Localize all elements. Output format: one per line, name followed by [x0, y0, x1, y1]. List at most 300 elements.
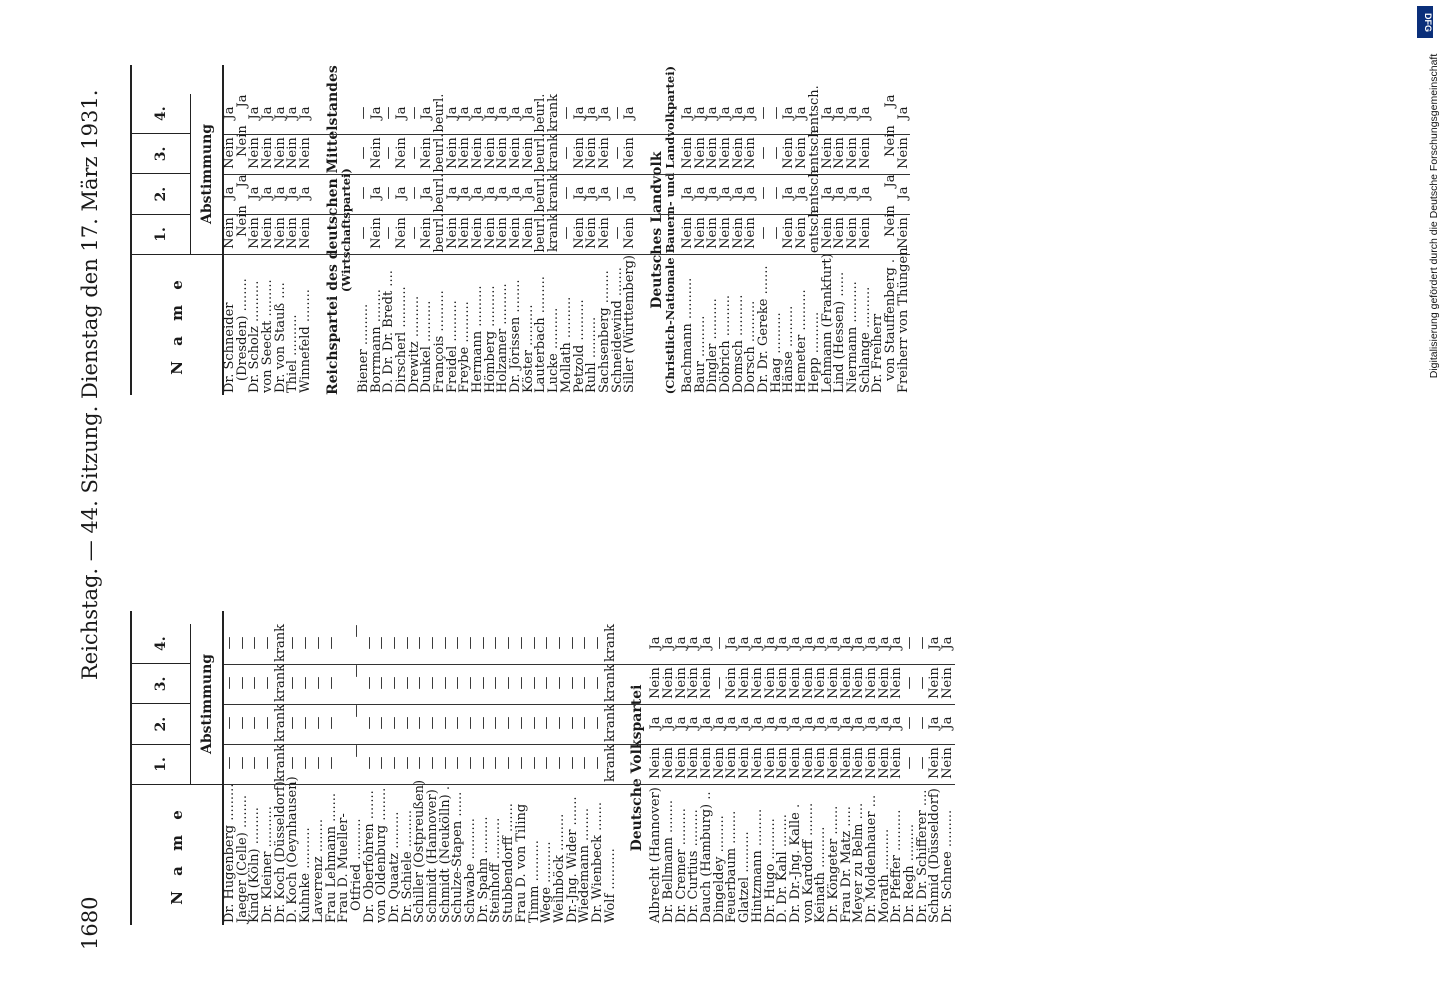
- member-row: [624, 65, 637, 395]
- member-name: Lucke ..........: [546, 307, 562, 393]
- vote-2-cell: beurl.: [431, 173, 447, 213]
- vote-4-cell: —: [564, 636, 580, 650]
- vote-1-cell: Nein: [444, 217, 460, 249]
- vote-3-cell: Nein: [800, 667, 816, 699]
- vote-2-cell: Ja: [692, 186, 708, 200]
- vote-table-left: [130, 611, 955, 925]
- vote-1-cell: Nein: [234, 205, 250, 237]
- vote-3-cell: Nein: [247, 137, 263, 169]
- vote-4-cell: Ja: [520, 106, 536, 120]
- vote-3-cell: Nein: [813, 667, 829, 699]
- member-name: Dr. Regh .........: [902, 824, 918, 923]
- vote-1-cell: —: [425, 756, 440, 770]
- vote-1-cell: Nein: [520, 217, 536, 249]
- vote-4-cell: Ja: [596, 106, 612, 120]
- vote-4-cell: krank: [602, 623, 618, 663]
- member-name: D. Dr. Kahl ........: [775, 814, 791, 923]
- party-name: Deutsche Volkspartei: [629, 684, 646, 852]
- member-name: Dingler ..........: [705, 298, 721, 393]
- vote-1-cell: —: [558, 226, 574, 240]
- vote-4-cell: —: [260, 636, 276, 650]
- vote-1-cell: Nein: [730, 217, 746, 249]
- vote-2-cell: —: [589, 716, 605, 730]
- vote-2-cell: Ja: [889, 716, 905, 730]
- vote-4-cell: Ja: [787, 636, 803, 650]
- table-header-left: [130, 611, 224, 925]
- vote-2-cell: —: [298, 716, 314, 730]
- vote-1-cell: —: [526, 756, 542, 770]
- vote-1-cell: Nein: [825, 747, 841, 779]
- vote-1-cell: Nein: [813, 747, 829, 779]
- vote-2-cell: Ja: [775, 716, 791, 730]
- vote-2-cell: —: [310, 716, 326, 730]
- vote-1-cell: —: [475, 756, 491, 770]
- vote-4-cell: —: [355, 106, 371, 120]
- vote-4-cell: Ja: [895, 106, 911, 120]
- vote-2-cell: krank: [272, 703, 288, 743]
- vote-1-cell: —: [902, 756, 918, 770]
- vote-2-cell: Ja: [699, 716, 715, 730]
- vote-1-cell: Nein: [285, 217, 301, 249]
- vote-2-cell: —: [355, 186, 371, 200]
- vote-2-cell: Ja: [787, 716, 803, 730]
- vote-3-cell: Nein: [838, 667, 854, 699]
- member-name: Hermann ..........: [470, 285, 485, 393]
- member-name: Dr. Moldenhauer ...: [864, 794, 879, 923]
- vote-4-cell: Ja: [762, 636, 778, 650]
- vote-2-cell: —: [285, 716, 301, 730]
- vote-1-cell: Nein: [832, 217, 848, 249]
- member-name: Dorsch ..........: [743, 300, 759, 393]
- vote-2-cell: Ja: [876, 716, 892, 730]
- vote-2-cell: —: [247, 716, 263, 730]
- member-name: Dr. Kleiner ..........: [260, 806, 276, 923]
- vote-3-cell: —: [348, 664, 364, 678]
- vote-2-cell: Ja: [705, 186, 721, 200]
- vote-4-cell: Ja: [234, 94, 250, 108]
- member-name: Holzamer ..........: [495, 283, 511, 393]
- member-name: Dingeldey .........: [711, 815, 727, 923]
- member-name: Hänse ..........: [781, 305, 797, 393]
- vote-2-cell: Ja: [940, 716, 956, 730]
- member-name: Morath ..........: [876, 828, 892, 923]
- vote-1-cell: Nein: [927, 747, 943, 779]
- member-name: François ..........: [431, 290, 447, 393]
- vote-3-cell: —: [475, 676, 491, 690]
- vote-3-cell: —: [386, 676, 402, 690]
- member-name: Dr. Spahn .........: [475, 816, 491, 923]
- vote-3-cell: —: [260, 676, 276, 690]
- vote-4-cell: Ja: [368, 106, 384, 120]
- vote-3-cell: Nein: [596, 137, 612, 169]
- vote-2-cell: Ja: [596, 186, 612, 200]
- vote-2-cell: —: [399, 716, 415, 730]
- vote-2-cell: Ja: [457, 186, 473, 200]
- vote-3-cell: Nein: [844, 137, 860, 169]
- vote-4-cell: Ja: [889, 636, 905, 650]
- vote-4-cell: Ja: [679, 106, 695, 120]
- vote-1-cell: Nein: [260, 217, 276, 249]
- vote-3-cell: Nein: [730, 137, 746, 169]
- vote-2-cell: Ja: [844, 186, 860, 200]
- vote-1-cell: Nein: [686, 747, 702, 779]
- vote-2-cell: —: [609, 186, 625, 200]
- vote-3-cell: Nein: [444, 137, 460, 169]
- vote-3-cell: —: [425, 676, 440, 690]
- vote-1-cell: —: [577, 756, 593, 770]
- vote-2-cell: Ja: [444, 186, 460, 200]
- vote-4-cell: —: [425, 636, 440, 650]
- member-name: Timm ..........: [526, 840, 542, 923]
- vote-3-cell: Nein: [762, 667, 778, 699]
- vote-3-cell: Nein: [718, 137, 733, 169]
- vote-3-cell: Nein: [889, 667, 905, 699]
- vote-4-cell: krank: [272, 623, 288, 663]
- member-name: Drewitz ..........: [406, 295, 422, 393]
- vote-1-cell: —: [756, 226, 772, 240]
- member-name: von Stauffenberg .: [882, 258, 898, 381]
- vote-2-cell: Ja: [393, 186, 409, 200]
- vote-4-cell: Ja: [508, 106, 524, 120]
- member-name: Sachsenberg ........: [596, 270, 612, 393]
- vote-3-cell: —: [914, 676, 930, 690]
- vote-3-cell: Nein: [825, 667, 841, 699]
- vote-4-cell: Ja: [661, 636, 676, 650]
- vote-4-cell: Ja: [285, 106, 301, 120]
- vote-3-cell: Nein: [895, 137, 911, 169]
- vote-2-cell: Ja: [234, 174, 250, 188]
- vote-2-cell: —: [488, 716, 504, 730]
- vote-number-4: 4.: [132, 94, 190, 134]
- vote-3-cell: Nein: [781, 137, 797, 169]
- vote-3-cell: Nein: [692, 137, 708, 169]
- vote-1-cell: —: [361, 756, 377, 770]
- vote-4-cell: —: [501, 636, 517, 650]
- vote-3-cell: Nein: [648, 667, 664, 699]
- vote-1-cell: Nein: [247, 217, 263, 249]
- vote-4-cell: Ja: [844, 106, 860, 120]
- vote-4-cell: —: [526, 636, 542, 650]
- member-name: Thiel ..........: [285, 314, 301, 393]
- vote-2-cell: —: [902, 716, 918, 730]
- member-name: Schmidt (Neukölln) .: [437, 786, 453, 923]
- vote-2-cell: krank: [602, 703, 618, 743]
- vote-1-cell: Nein: [584, 217, 600, 249]
- vote-1-cell: Nein: [762, 747, 778, 779]
- vote-1-cell: —: [348, 744, 364, 758]
- member-name: Schmidt (Hannover): [425, 789, 440, 923]
- member-name: Schulze-Stapen ......: [450, 791, 466, 923]
- vote-3-cell: Nein: [679, 137, 695, 169]
- vote-4-cell: Ja: [444, 106, 460, 120]
- vote-1-cell: —: [450, 756, 466, 770]
- vote-1-cell: Nein: [495, 217, 511, 249]
- member-row: [300, 65, 313, 395]
- vote-2-cell: entsch.: [806, 165, 822, 213]
- vote-4-cell: —: [406, 106, 422, 120]
- vote-3-cell: Nein: [876, 667, 892, 699]
- vote-4-cell: Ja: [749, 636, 765, 650]
- vote-2-cell: Ja: [222, 186, 237, 200]
- vote-3-cell: krank: [546, 133, 562, 173]
- vote-2-cell: Ja: [673, 716, 689, 730]
- vote-4-cell: Ja: [927, 636, 943, 650]
- vote-1-cell: —: [564, 756, 580, 770]
- vote-4-cell: Ja: [571, 106, 587, 120]
- vote-2-cell: beurl.: [533, 173, 549, 213]
- member-name: von Oldenburg ........: [374, 787, 390, 923]
- vote-2-cell: —: [577, 716, 593, 730]
- vote-1-cell: Nein: [679, 217, 695, 249]
- vote-2-cell: Ja: [648, 716, 664, 730]
- member-name: von Seeckt .........: [260, 279, 276, 393]
- member-name: Dr. Dr. Gereke .......: [756, 265, 772, 393]
- vote-2-cell: Ja: [711, 716, 727, 730]
- vote-4-cell: Ja: [940, 636, 956, 650]
- vote-3-cell: —: [711, 676, 727, 690]
- vote-4-cell: —: [463, 636, 479, 650]
- vote-4-cell: —: [234, 636, 250, 650]
- member-name: Wiedemann ........: [577, 807, 593, 923]
- vote-1-cell: —: [386, 756, 402, 770]
- vote-1-cell: Nein: [737, 747, 753, 779]
- member-name: Schlange ..........: [857, 286, 873, 393]
- vote-3-cell: —: [247, 676, 263, 690]
- vote-4-cell: —: [609, 106, 625, 120]
- table-body-left: [224, 611, 955, 925]
- vote-1-cell: —: [381, 226, 397, 240]
- vote-2-cell: —: [914, 716, 930, 730]
- vote-4-cell: Ja: [724, 636, 740, 650]
- vote-3-cell: —: [310, 676, 326, 690]
- vote-1-cell: —: [513, 756, 529, 770]
- vote-4-cell: Ja: [419, 106, 435, 120]
- table-header-right: [130, 65, 224, 395]
- member-name: Feuerbaum ........: [724, 810, 740, 923]
- member-name: Kuhnke ..........: [298, 827, 314, 923]
- vote-1-cell: —: [551, 756, 567, 770]
- vote-1-cell: Nein: [673, 747, 689, 779]
- member-name: Borrmann ........: [368, 289, 384, 393]
- vote-1-cell: —: [412, 756, 428, 770]
- member-name: Lehmann (Frankfurt): [819, 253, 835, 393]
- vote-3-cell: beurl.: [431, 133, 447, 173]
- vote-2-cell: —: [361, 716, 377, 730]
- vote-4-cell: —: [551, 636, 567, 650]
- member-name: Dr. Bellmann ........: [661, 799, 676, 923]
- party-section-heading: [637, 65, 682, 395]
- vote-2-cell: Ja: [482, 186, 498, 200]
- vote-1-cell: Nein: [889, 747, 905, 779]
- member-name: Jaeger (Celle) ........: [234, 794, 250, 923]
- vote-4-cell: Ja: [825, 636, 841, 650]
- page-title: Reichstag. — 44. Sitzung. Dienstag den 17. März 1931.: [78, 89, 102, 680]
- vote-3-cell: —: [355, 146, 371, 160]
- party-name: Deutsches Landvolk: [648, 151, 665, 309]
- member-name: Döbrich ..........: [718, 294, 733, 393]
- member-name: Dirscherl ..........: [393, 286, 409, 393]
- vote-3-cell: Nein: [882, 125, 898, 157]
- vote-2-cell: Ja: [247, 186, 263, 200]
- vote-1-cell: Nein: [419, 217, 435, 249]
- member-name: Niermann ..........: [844, 281, 860, 393]
- vote-3-cell: —: [298, 676, 314, 690]
- vote-2-cell: —: [425, 716, 440, 730]
- vote-2-cell: Ja: [571, 186, 587, 200]
- vote-4-cell: Ja: [470, 106, 485, 120]
- vote-3-cell: Nein: [661, 667, 676, 699]
- vote-1-cell: Nein: [844, 217, 860, 249]
- name-header: N a m e: [168, 275, 186, 375]
- vote-2-cell: Ja: [832, 186, 848, 200]
- vote-2-cell: Ja: [813, 716, 829, 730]
- member-name: Winnefeld ........: [298, 289, 314, 393]
- vote-4-cell: Ja: [686, 636, 702, 650]
- vote-3-cell: Nein: [520, 137, 536, 169]
- vote-1-cell: Nein: [724, 747, 740, 779]
- vote-4-cell: Ja: [781, 106, 797, 120]
- vote-1-cell: —: [285, 756, 301, 770]
- vote-1-cell: —: [914, 756, 930, 770]
- vote-3-cell: —: [361, 676, 377, 690]
- vote-2-cell: —: [768, 186, 784, 200]
- vote-3-cell: Nein: [495, 137, 511, 169]
- vote-4-cell: —: [756, 106, 772, 120]
- vote-4-cell: Ja: [222, 106, 237, 120]
- vote-3-cell: —: [323, 676, 339, 690]
- vote-4-cell: Ja: [393, 106, 409, 120]
- vote-3-cell: —: [234, 676, 250, 690]
- vote-4-cell: Ja: [705, 106, 721, 120]
- vote-2-cell: Ja: [800, 716, 816, 730]
- vote-4-cell: —: [539, 636, 555, 650]
- vote-3-cell: Nein: [819, 137, 835, 169]
- vote-4-cell: entsch.: [806, 85, 822, 133]
- vote-1-cell: Nein: [571, 217, 587, 249]
- table-body-right: [224, 65, 910, 395]
- vote-3-cell: —: [285, 676, 301, 690]
- member-name: Petzold ..........: [571, 299, 587, 393]
- vote-2-cell: Ja: [825, 716, 841, 730]
- vote-4-cell: —: [399, 636, 415, 650]
- vote-4-cell: Ja: [857, 106, 873, 120]
- vote-1-cell: Nein: [272, 217, 288, 249]
- abstimmung-header: Abstimmung: [198, 653, 215, 755]
- vote-4-cell: —: [285, 636, 301, 650]
- vote-4-cell: Ja: [838, 636, 854, 650]
- vote-4-cell: —: [298, 636, 314, 650]
- vote-2-cell: Ja: [882, 174, 898, 188]
- vote-3-cell: —: [609, 146, 625, 160]
- vote-4-cell: krank: [546, 93, 562, 133]
- vote-number-1: 1.: [153, 227, 169, 242]
- member-name: D. Koch (Oeynhausen): [285, 776, 301, 923]
- vote-3-cell: Nein: [851, 667, 867, 699]
- member-name: (Dresden) ........: [234, 278, 250, 381]
- vote-4-cell: —: [361, 636, 377, 650]
- member-name: Hintzmann .........: [749, 808, 765, 923]
- vote-1-cell: Nein: [787, 747, 803, 779]
- vote-1-cell: Nein: [692, 217, 708, 249]
- member-name: Dunkel ..........: [419, 300, 435, 393]
- vote-3-cell: —: [756, 146, 772, 160]
- vote-2-cell: Ja: [895, 186, 911, 200]
- vote-1-cell: krank: [272, 743, 288, 783]
- vote-1-cell: Nein: [743, 217, 759, 249]
- member-row: [895, 65, 911, 395]
- vote-4-cell: —: [310, 636, 326, 650]
- vote-3-cell: —: [768, 146, 784, 160]
- member-name: Dauch (Hamburg) ..: [699, 791, 715, 923]
- vote-3-cell: —: [488, 676, 504, 690]
- vote-1-cell: —: [399, 756, 415, 770]
- vote-4-cell: Ja: [832, 106, 848, 120]
- vote-2-cell: Ja: [508, 186, 524, 200]
- member-name: Frau D. von Tiling: [513, 803, 529, 923]
- vote-3-cell: Nein: [686, 667, 702, 699]
- vote-1-cell: Nein: [482, 217, 498, 249]
- vote-1-cell: Nein: [705, 217, 721, 249]
- vote-3-cell: Nein: [927, 667, 943, 699]
- vote-4-cell: Ja: [482, 106, 498, 120]
- vote-4-cell: Ja: [718, 106, 733, 120]
- vote-4-cell: —: [475, 636, 491, 650]
- member-name: Lind (Hessen) ......: [832, 271, 848, 393]
- vote-3-cell: Nein: [622, 137, 638, 169]
- member-name: Dr. Jörissen ........: [508, 279, 524, 393]
- vote-2-cell: Ja: [368, 186, 384, 200]
- vote-4-cell: Ja: [794, 106, 810, 120]
- vote-3-cell: Nein: [743, 137, 759, 169]
- member-name: Freybe ..........: [457, 301, 473, 393]
- vote-1-cell: —: [589, 756, 605, 770]
- vote-2-cell: —: [564, 716, 580, 730]
- vote-1-cell: Nein: [298, 217, 314, 249]
- member-name: Albrecht (Hannover): [648, 787, 664, 923]
- vote-3-cell: Nein: [787, 667, 803, 699]
- vote-4-cell: —: [412, 636, 428, 650]
- vote-4-cell: Ja: [692, 106, 708, 120]
- vote-4-cell: Ja: [775, 636, 791, 650]
- vote-3-cell: Nein: [272, 137, 288, 169]
- vote-4-cell: —: [577, 636, 593, 650]
- vote-3-cell: —: [589, 676, 605, 690]
- vote-1-cell: —: [260, 756, 276, 770]
- vote-4-cell: Ja: [864, 636, 879, 650]
- vote-3-cell: entsch.: [806, 125, 822, 173]
- vote-1-cell: krank: [546, 213, 562, 253]
- vote-2-cell: Ja: [762, 716, 778, 730]
- vote-1-cell: —: [222, 756, 237, 770]
- vote-4-cell: Ja: [622, 106, 638, 120]
- vote-2-cell: Ja: [819, 186, 835, 200]
- vote-3-cell: —: [222, 676, 237, 690]
- column-rule: [224, 704, 955, 705]
- vote-2-cell: Ja: [679, 186, 695, 200]
- vote-3-cell: Nein: [749, 667, 765, 699]
- member-name: Dr. Scholz ..........: [247, 280, 263, 393]
- vote-2-cell: Ja: [724, 716, 740, 730]
- name-header: N a m e: [168, 805, 186, 905]
- vote-4-cell: Ja: [876, 636, 892, 650]
- vote-2-cell: —: [386, 716, 402, 730]
- vote-3-cell: —: [539, 676, 555, 690]
- dfg-logo: DFG: [1417, 6, 1433, 38]
- member-name: D. Dr. Dr. Bredt ....: [381, 270, 397, 393]
- vote-4-cell: Ja: [737, 636, 753, 650]
- vote-3-cell: Nein: [857, 137, 873, 169]
- vote-2-cell: Ja: [794, 186, 810, 200]
